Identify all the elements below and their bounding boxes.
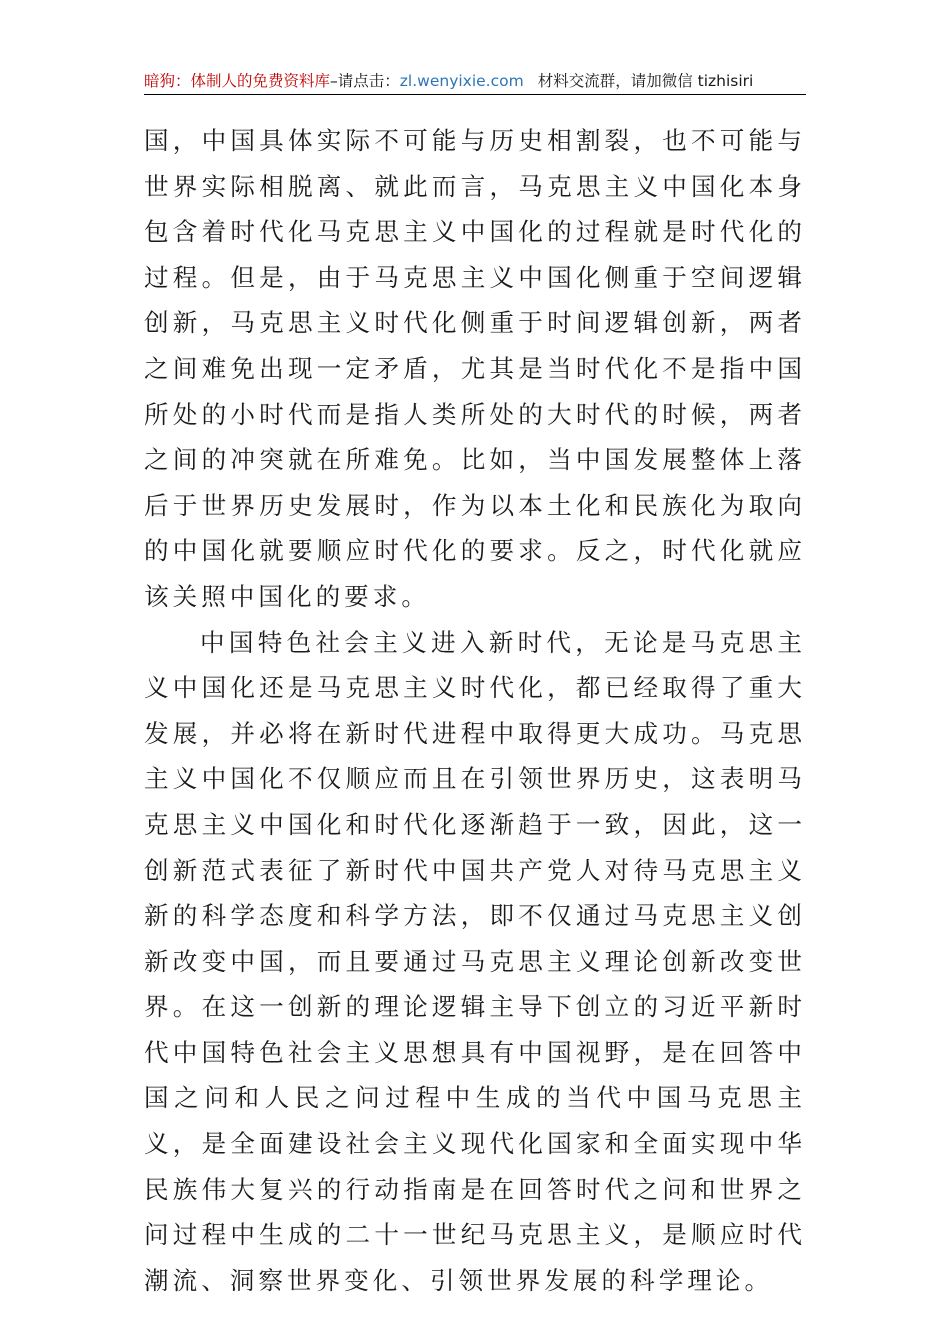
header-brand: 暗狗：体制人的免费资料库 — [144, 72, 331, 90]
header-link[interactable]: zl.wenyixie.com — [399, 72, 524, 90]
header-group-note: 材料交流群，请加微信 tizhisiri — [537, 72, 754, 90]
header-divider — [144, 94, 806, 95]
paragraph-new-era: 中国特色社会主义进入新时代，无论是马克思主义中国化还是马克思主义时代化，都已经取得了重大发展，并必将在新时代进程中取得更大成功。马克思主义中国化不仅顺应而且在引领世界历史，这表明马克思主义中国化和时代化逐渐趋于一致，因此，这一创新范式表征了新时代中国共产党人对待马克思主义新的科学态度和科学方法，即不仅通过马克思主义创新改变中国，而且要通过马克思主义理论创新改变世界。在这一创新的理论逻辑主导下创立的习近平新时代中国特色社会主义思想具有中国视野，是在回答中国之问和人民之问过程中生成的当代中国马克思主义，是全面建设社会主义现代化国家和全面实现中华民族伟大复兴的行动指南是在回答时代之问和世界之问过程中生成的二十一世纪马克思主义，是顺应时代潮流、洞察世界变化、引领世界发展的科学理论。 — [144, 627, 806, 1295]
document-body — [144, 118, 806, 1303]
header-prompt: –请点击： — [330, 72, 400, 90]
paragraph-continued: 国，中国具体实际不可能与历史相割裂，也不可能与世界实际相脱离、就此而言，马克思主义中国化本身包含着时代化马克思主义中国化的过程就是时代化的过程。但是，由于马克思主义中国化侧重于空间逻辑创新，马克思主义时代化侧重于时间逻辑创新，两者之间难免出现一定矛盾，尤其是当时代化不是指中国所处的小时代而是指人类所处的大时代的时候，两者之间的冲突就在所难免。比如，当中国发展整体上落后于世界历史发展时，作为以本土化和民族化为取向的中国化就要顺应时代化的要求。反之，时代化就应该关照中国化的要求。 — [144, 126, 806, 611]
page-header — [144, 70, 806, 92]
